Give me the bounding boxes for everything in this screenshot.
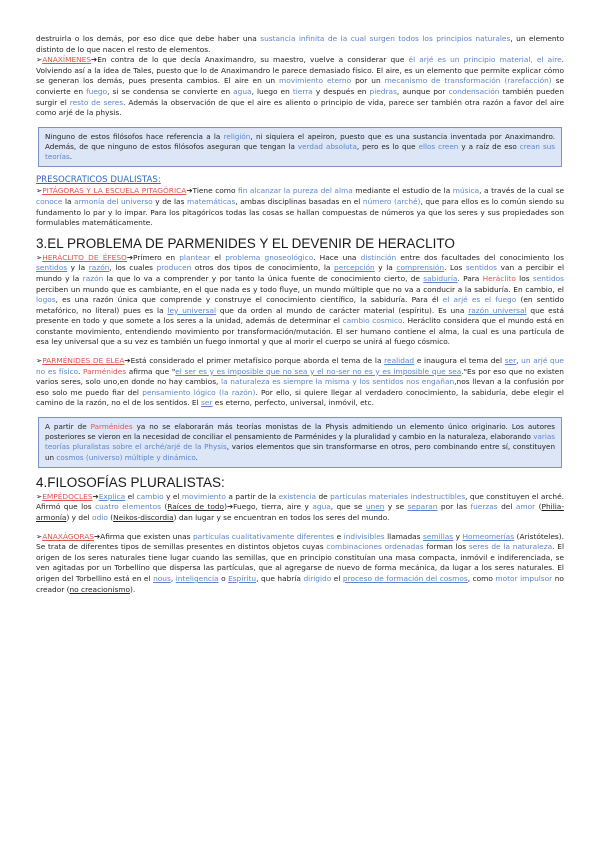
text: del <box>497 502 516 512</box>
highlight: matemáticas <box>187 196 236 206</box>
highlight: tierra <box>292 86 313 96</box>
text: y la <box>374 263 397 273</box>
highlight: Espíritu <box>228 574 257 584</box>
text: se convierte en <box>36 76 564 96</box>
paragraph-apeiron-end <box>36 34 564 55</box>
bullet-arrow-icon: ➢ <box>36 55 43 65</box>
text: , ni siquiera el apeiron, puesto que es una sustancia inventada por Anaximandro. Además, de que ninguno de estos filósofos aseguran que tengan la <box>45 131 555 151</box>
text: . Heráclito considera que el mundo está en constante movimiento, entendiendo movimiento por transformación/mutación. El ser humano contiene el alma, la cual es una partícula de esa ley universal que a su vez es también un fuego inmortal y que al morir el cuerpo se unirá al fuego cósmico. <box>36 316 564 347</box>
text: ya no se elaborarán más teorías monistas de la Physis admitiendo un elemento único originario. Los autores posteriores se vieron en la necesidad de conciliar el pensamiento de Parménides y la pluralidad y cambio en la naturaleza, elaborando <box>45 422 555 442</box>
text: , <box>516 356 522 366</box>
highlight: ellos creen <box>418 141 459 151</box>
highlight: condensación <box>448 86 500 96</box>
paragraph-anaximenes <box>36 55 564 119</box>
text: Está considerado el primer metafísico porque aborda el tema de la <box>130 356 385 366</box>
highlight: un arjé que no es físico <box>36 356 564 376</box>
spacer <box>36 524 564 532</box>
text: la <box>62 196 75 206</box>
highlight: sentidos <box>532 273 565 283</box>
paragraph-parmenides <box>36 356 564 409</box>
text: ( <box>107 513 114 523</box>
highlight: piedras <box>369 86 397 96</box>
text: otros dos tipos de conocimiento, la <box>191 263 334 273</box>
highlight: problema gnoseológico <box>225 252 314 262</box>
text: ,nos llevan a la confusión por eso solo me puedo fiar del <box>36 377 564 397</box>
text: , que habría <box>256 574 304 584</box>
highlight: ser <box>201 398 213 408</box>
text: y la <box>67 263 89 273</box>
highlight: cuatro elementos <box>95 502 161 512</box>
highlight: Explica <box>98 491 126 501</box>
text: e <box>334 531 344 541</box>
text: , pero es lo que <box>356 141 419 151</box>
text: Raíces de todo <box>167 502 225 512</box>
text: , que para ellos es lo común siendo su fundamento lo par y lo impar. Para los pitagóricos todas las cosas se hallan compuestas de números ya que los seres y sus propiedades son formulables matemáticamente. <box>36 196 565 228</box>
bullet-arrow-icon: ➢ <box>36 356 43 366</box>
text: )➔Fuego, tierra, aire y <box>224 502 313 512</box>
philosopher-name: ANAXÍMENES <box>42 55 92 65</box>
highlight: Heráclito <box>482 273 516 283</box>
arrow-icon: ➔ <box>126 252 134 262</box>
text: e inaugura el tema del <box>414 356 505 366</box>
highlight: odio <box>92 513 108 523</box>
text: (en sentido metafórico, no literal) pues es la <box>36 295 564 315</box>
highlight: sustancia infinita de la cual surgen todos los principios naturales <box>260 34 511 43</box>
text: Ninguno de estos filósofos hace referencia a la <box>45 131 224 141</box>
text: . Los <box>444 263 466 273</box>
text: a partir de la <box>225 491 279 501</box>
text: el <box>125 491 137 501</box>
text: , luego en <box>251 86 293 96</box>
spacer <box>36 348 564 356</box>
text: afirma que " <box>126 366 176 376</box>
text: , varios elementos que sin transformarse en otros, pero combinando entre sí, constituyen un <box>45 442 556 462</box>
highlight: motor impulsor <box>495 574 553 584</box>
text: van a percibir el mundo y la <box>36 263 564 283</box>
highlight: cambio cosmico <box>342 316 403 326</box>
highlight: partículas cualitativamente diferentes <box>192 531 335 541</box>
highlight: razón <box>82 273 104 283</box>
text: ."Es por eso que no existen varios seres, solo uno,en donde no hay cambios, <box>36 366 564 387</box>
philosopher-name: ANAXÁGORAS <box>42 531 94 541</box>
highlight: semillas <box>423 531 454 541</box>
text: ( <box>160 502 168 512</box>
text: . <box>77 366 83 376</box>
highlight: existencia <box>278 491 317 501</box>
highlight: combinaciones ordenadas <box>326 542 424 552</box>
highlight: resto de seres <box>69 97 124 107</box>
highlight: indivisibles <box>343 531 385 541</box>
highlight: sabiduría <box>423 273 458 283</box>
highlight: agua <box>312 502 331 512</box>
highlight: seres de la naturaleza <box>468 542 553 552</box>
text: , como <box>467 574 496 584</box>
highlight: sentidos <box>36 263 68 273</box>
text: Philia-armonía <box>36 502 564 523</box>
highlight: dirigido <box>303 574 332 584</box>
text: o <box>218 574 229 584</box>
text: y después en <box>312 86 370 96</box>
philosopher-name: EMPÉDOCLES <box>42 491 93 501</box>
highlight: producen <box>156 263 192 273</box>
bullet-arrow-icon: ➢ <box>36 531 43 541</box>
text: , <box>170 574 176 584</box>
text: Primero en <box>133 252 180 262</box>
text: . <box>195 452 198 462</box>
text: , que se <box>330 502 366 512</box>
text: que da orden al mundo de carácter material (espíritu). Es una <box>216 305 469 315</box>
text: de <box>316 491 331 501</box>
highlight: plantear <box>179 252 211 262</box>
highlight: música <box>452 186 480 196</box>
text: . Por ello, si quiere llegar al verdadero conocimiento, la sabiduría, debe elegir el camino de la razón, no el de los sentidos. El <box>36 387 564 408</box>
highlight: ley universal <box>167 305 217 315</box>
text: , a través de la cual se <box>479 186 565 196</box>
text: En contra de lo que decía Anaximandro, su maestro, vuelve a considerar que <box>97 55 409 65</box>
paragraph-pitagoras <box>36 186 564 228</box>
highlight: nous <box>153 574 171 584</box>
highlight: amor <box>515 502 536 512</box>
text: . <box>69 152 73 162</box>
highlight: comprensión <box>396 263 445 273</box>
text: los <box>515 273 533 283</box>
bullet-arrow-icon: ➢ <box>36 491 43 501</box>
paragraph-anaxagoras <box>36 532 564 596</box>
highlight: proceso de formación del cosmos <box>342 574 468 584</box>
text: , que constituyen el arché. Afirmó que los <box>36 491 564 512</box>
arrow-icon: ➔ <box>93 531 101 541</box>
text: la que lo va a comprender y por tanto la única fuente de conocimiento cierto, de <box>103 273 424 283</box>
highlight: número (arché) <box>362 196 421 206</box>
heading-dualistas: PRESOCRATICOS DUALISTAS: <box>36 175 161 186</box>
text: y <box>453 531 463 541</box>
text: llamadas <box>384 531 424 541</box>
highlight: fin alcanzar la pureza del alma <box>238 186 353 196</box>
text: . Hace una <box>313 252 361 262</box>
text: . Volviendo así a la idea de Tales, puesto que lo de Anaximandro le parece demasiado físico. El aire, es un elemento que permite explicar cómo se generan los demás, pues presenta cambios. El aire en un <box>36 55 564 86</box>
text: A partir de <box>45 422 91 432</box>
highlight: cosmos (universo) múltiple y dinámico <box>56 452 196 462</box>
highlight: unen <box>365 502 385 512</box>
highlight: agua <box>233 86 252 96</box>
highlight: partículas materiales indestructibles <box>330 491 466 501</box>
highlight: Parménides <box>90 422 133 432</box>
highlight: percepción <box>334 263 375 273</box>
text: no creador ( <box>36 574 564 594</box>
highlight: Parménides <box>82 366 127 376</box>
paragraph-empedocles <box>36 492 564 524</box>
text: , si se condensa se convierte en <box>107 86 234 96</box>
text: , es una razón única que comprende y construye el conocimiento científico, la sabiduría. Para él <box>55 295 443 305</box>
text: . Además la observación de que el aire es aliento o principio de vida, parece ser también otra razón a favor del aire como arjé de la physis. <box>36 97 564 118</box>
note-text <box>45 132 555 163</box>
text: ) y del <box>66 513 93 523</box>
text: no creacionismo <box>69 584 131 594</box>
text: es eterno, perfecto, universal, inmóvil, etc. <box>212 398 374 408</box>
text: Neikos-discordia <box>113 513 174 523</box>
text: por las <box>437 502 471 512</box>
arrow-icon: ➔ <box>186 186 193 196</box>
highlight: crean sus teorías <box>45 141 555 162</box>
highlight: armonía del universo <box>74 196 153 206</box>
highlight: separan <box>407 502 438 512</box>
text: ( <box>535 502 542 512</box>
paragraph-heraclito <box>36 253 564 348</box>
highlight: verdad absoluta <box>297 141 357 151</box>
highlight: varias teorías pluralistas sobre el arché/arjé de la Physis <box>45 432 555 452</box>
text: , aunque por <box>396 86 449 96</box>
philosopher-name: PARMÉNIDES DE ELEA <box>42 356 125 366</box>
highlight: ser <box>504 356 517 366</box>
highlight: fuerzas <box>470 502 498 512</box>
highlight: movimiento <box>181 491 226 501</box>
text: y a raíz de eso <box>458 141 520 151</box>
highlight: pensamiento lógico (la razón) <box>142 387 256 397</box>
philosopher-name: HERÁCLITO DE ÉFESO <box>42 252 127 262</box>
highlight: el ser es y es imposible que no sea y el no-ser no es y es imposible que sea <box>175 366 462 376</box>
highlight: fuego <box>86 86 108 96</box>
philosopher-name: PITÁGORAS Y LA ESCUELA PITAGÓRICA <box>42 186 187 196</box>
text: por un <box>351 76 385 86</box>
highlight: mecanismo de transformación (rarefacción) <box>384 76 552 86</box>
text: y se <box>384 502 408 512</box>
heading-section-4: 4.FILOSOFÍAS PLURALISTAS: <box>36 474 225 490</box>
highlight: logos <box>36 295 56 305</box>
highlight: el arjé es el fuego <box>442 295 517 305</box>
note-text <box>45 422 555 463</box>
highlight: distinción <box>360 252 397 262</box>
highlight: inteligencia <box>175 574 219 584</box>
arrow-icon: ➔ <box>92 491 99 501</box>
highlight: religión <box>223 131 251 141</box>
arrow-icon: ➔ <box>91 55 98 65</box>
text: Afirma que existen unas <box>100 531 193 541</box>
text: , los cuales <box>109 263 157 273</box>
bullet-arrow-icon: ➢ <box>36 252 43 262</box>
text: perciben un mundo que es cambiante, en el que nada es y todo fluye, un mundo múltiple que no va a conducir a la sabiduría. En cambio, el <box>36 284 564 294</box>
highlight: cambio <box>136 491 164 501</box>
text: destruirla o los demás, por eso dice que debe haber una <box>36 34 261 43</box>
highlight: razón universal <box>468 305 527 315</box>
text: ) dan lugar y se encuentran en todos los seres del mundo. <box>173 513 390 523</box>
text: , un elemento distinto de lo que nacen el resto de elementos. <box>36 34 565 54</box>
text: . El origen de los seres naturales tiene lugar cuando las semillas, que en principio constituían una masa compacta, inmóvil e indiferenciada, se ven agitadas por un Torbellino que dispersa las partículas, que al agregarse de nuevo de forma mecánica, da lugar a los seres naturales. El origen del Torbellino está en el <box>36 542 565 584</box>
text: y de las <box>152 196 187 206</box>
note-box-pluralistas <box>38 417 562 468</box>
arrow-icon: ➔ <box>124 356 131 366</box>
text: . Para <box>457 273 483 283</box>
highlight: la naturaleza es siempre la misma y los sentidos nos engañan <box>221 377 455 387</box>
text: , ambas disciplinas basadas en el <box>235 196 363 206</box>
highlight: Homeomerías <box>462 531 515 541</box>
text: el <box>331 574 343 584</box>
highlight: sentidos <box>465 263 498 273</box>
highlight: movimiento eterno <box>279 76 352 86</box>
text: Tiene como <box>192 186 239 196</box>
text: que está presente en todo y que somete a los seres a la unidad, además de determinar el <box>36 305 565 326</box>
text: el <box>210 252 226 262</box>
heading-section-3: 3.EL PROBLEMA DE PARMENIDES Y EL DEVENIR DE HERACLITO <box>36 235 455 251</box>
highlight: conoce <box>36 196 63 206</box>
text: mediante el estudio de la <box>352 186 453 196</box>
text: ). <box>130 584 136 594</box>
highlight: razón <box>88 263 110 273</box>
text: y el <box>163 491 182 501</box>
text: también pueden surgir el <box>36 86 565 107</box>
highlight: realidad <box>384 356 415 366</box>
note-box-religion <box>38 127 562 168</box>
bullet-arrow-icon: ➢ <box>36 186 43 196</box>
text: forman los <box>423 542 469 552</box>
text: (Aristóteles). Se trata de diferentes tipos de semillas presentes en distintos objetos cuyas <box>36 531 564 552</box>
highlight: él arjé es un principio material, el aire <box>408 55 562 65</box>
text: entre dos facultades del conocimiento los <box>396 252 564 262</box>
